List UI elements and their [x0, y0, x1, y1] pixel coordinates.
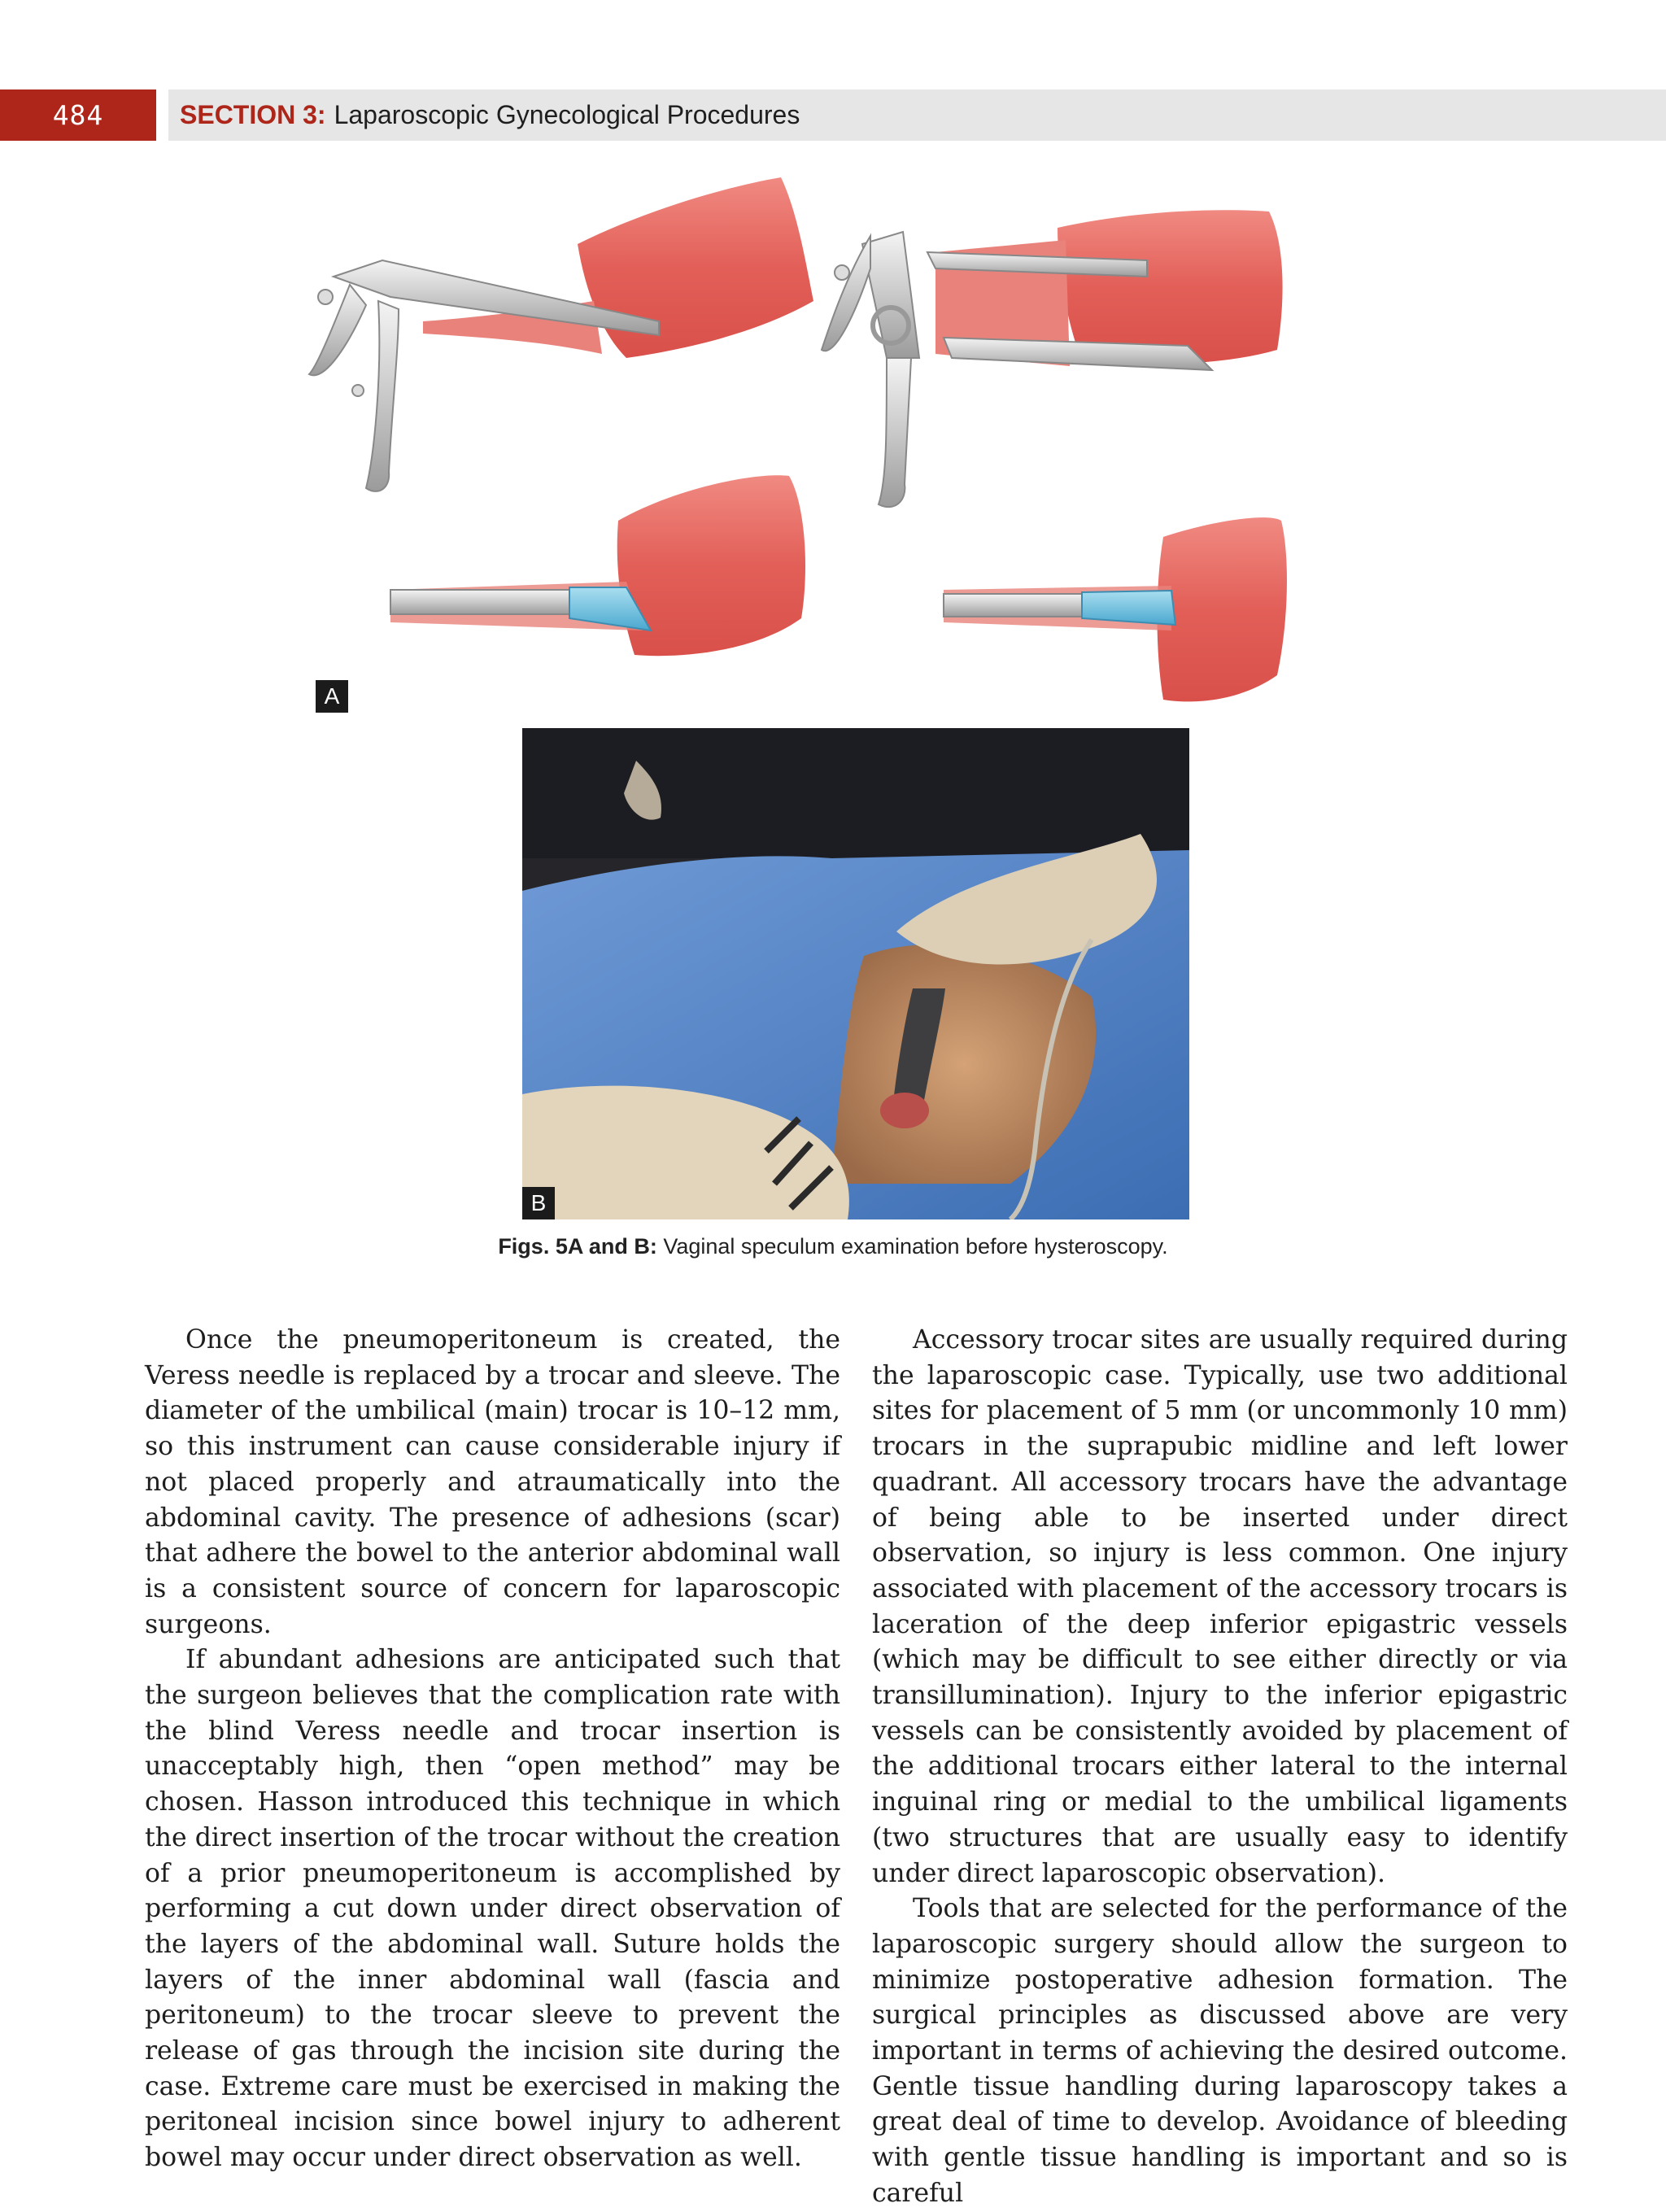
- running-header: [168, 89, 1666, 141]
- figure-5b-photo: [522, 728, 1189, 1219]
- left-column: [145, 1323, 840, 2176]
- speculum-illustration: [301, 163, 1407, 716]
- page-number: 484: [0, 89, 156, 141]
- exam-photo: [522, 728, 1189, 1219]
- figure-5a-illustration: [301, 163, 1407, 716]
- paragraph: Tools that are selected for the performance of the laparoscopic surgery should allow the surgeon to minimize postoperative adhesion formation. The surgical principles as discussed above are very important in terms of achieving the desired outcome. Gentle tissue handling during laparoscopy takes a great deal of time to develop. Avoidance of bleeding with gentle tissue handling is important and so is careful: [872, 1894, 1568, 2208]
- speculum-view-2: [822, 210, 1283, 507]
- caption-label: Figs. 5A and B:: [498, 1234, 657, 1259]
- panel-b-label: B: [522, 1187, 555, 1219]
- section-label: SECTION 3:: [180, 100, 326, 129]
- hysteroscope-view-1: [390, 475, 805, 656]
- hysteroscope-view-2: [944, 517, 1287, 701]
- caption-text: Vaginal speculum examination before hysteroscopy.: [656, 1234, 1168, 1259]
- panel-a-label: A: [316, 680, 348, 713]
- paragraph: Once the pneumoperitoneum is created, the Veress needle is replaced by a trocar and sleeve. The diameter of the umbilical (main) trocar is 10–12 mm, so this instrument can cause considerable injury if not placed properly and atraumatically into the abdominal cavity. The presence of adhesions (scar) that adhere the bowel to the anterior abdominal wall is a consistent source of concern for laparoscopic surgeons.: [145, 1325, 840, 1639]
- section-title: Laparoscopic Gynecological Procedures: [334, 100, 800, 129]
- figure-caption: [0, 1234, 1666, 1259]
- paragraph: If abundant adhesions are anticipated such that the surgeon believes that the complication rate with the blind Veress needle and trocar insertion is unacceptably high, then “open method” may be chosen. Hasson introduced this technique in which the direct insertion of the trocar without the creation of a prior pneumoperitoneum is accomplished by performing a cut down under direct observation of the layers of the abdominal wall. Suture holds the layers of the inner abdominal wall (fascia and peritoneum) to the trocar sleeve to prevent the release of gas through the incision site during the case. Extreme care must be exercised in making the peritoneal incision since bowel injury to adherent bowel may occur under direct observation as well.: [145, 1645, 840, 2173]
- paragraph: Accessory trocar sites are usually required during the laparoscopic case. Typically, use two additional sites for placement of 5 mm (or uncommonly 10 mm) trocars in the suprapubic midline and left lower quadrant. All accessory trocars have the advantage of being able to be inserted under direct observation, so injury is less common. One injury associated with placement of the accessory trocars is laceration of the deep inferior epigastric vessels (which may be difficult to see either directly or via transillumination). Injury to the inferior epigastric vessels can be consistently avoided by placement of the additional trocars either lateral to the internal inguinal ring or medial to the umbilical ligaments (two structures that are usually easy to identify under direct laparoscopic observation).: [872, 1325, 1568, 1888]
- right-column: [872, 1323, 1568, 2212]
- speculum-view-1: [309, 177, 813, 491]
